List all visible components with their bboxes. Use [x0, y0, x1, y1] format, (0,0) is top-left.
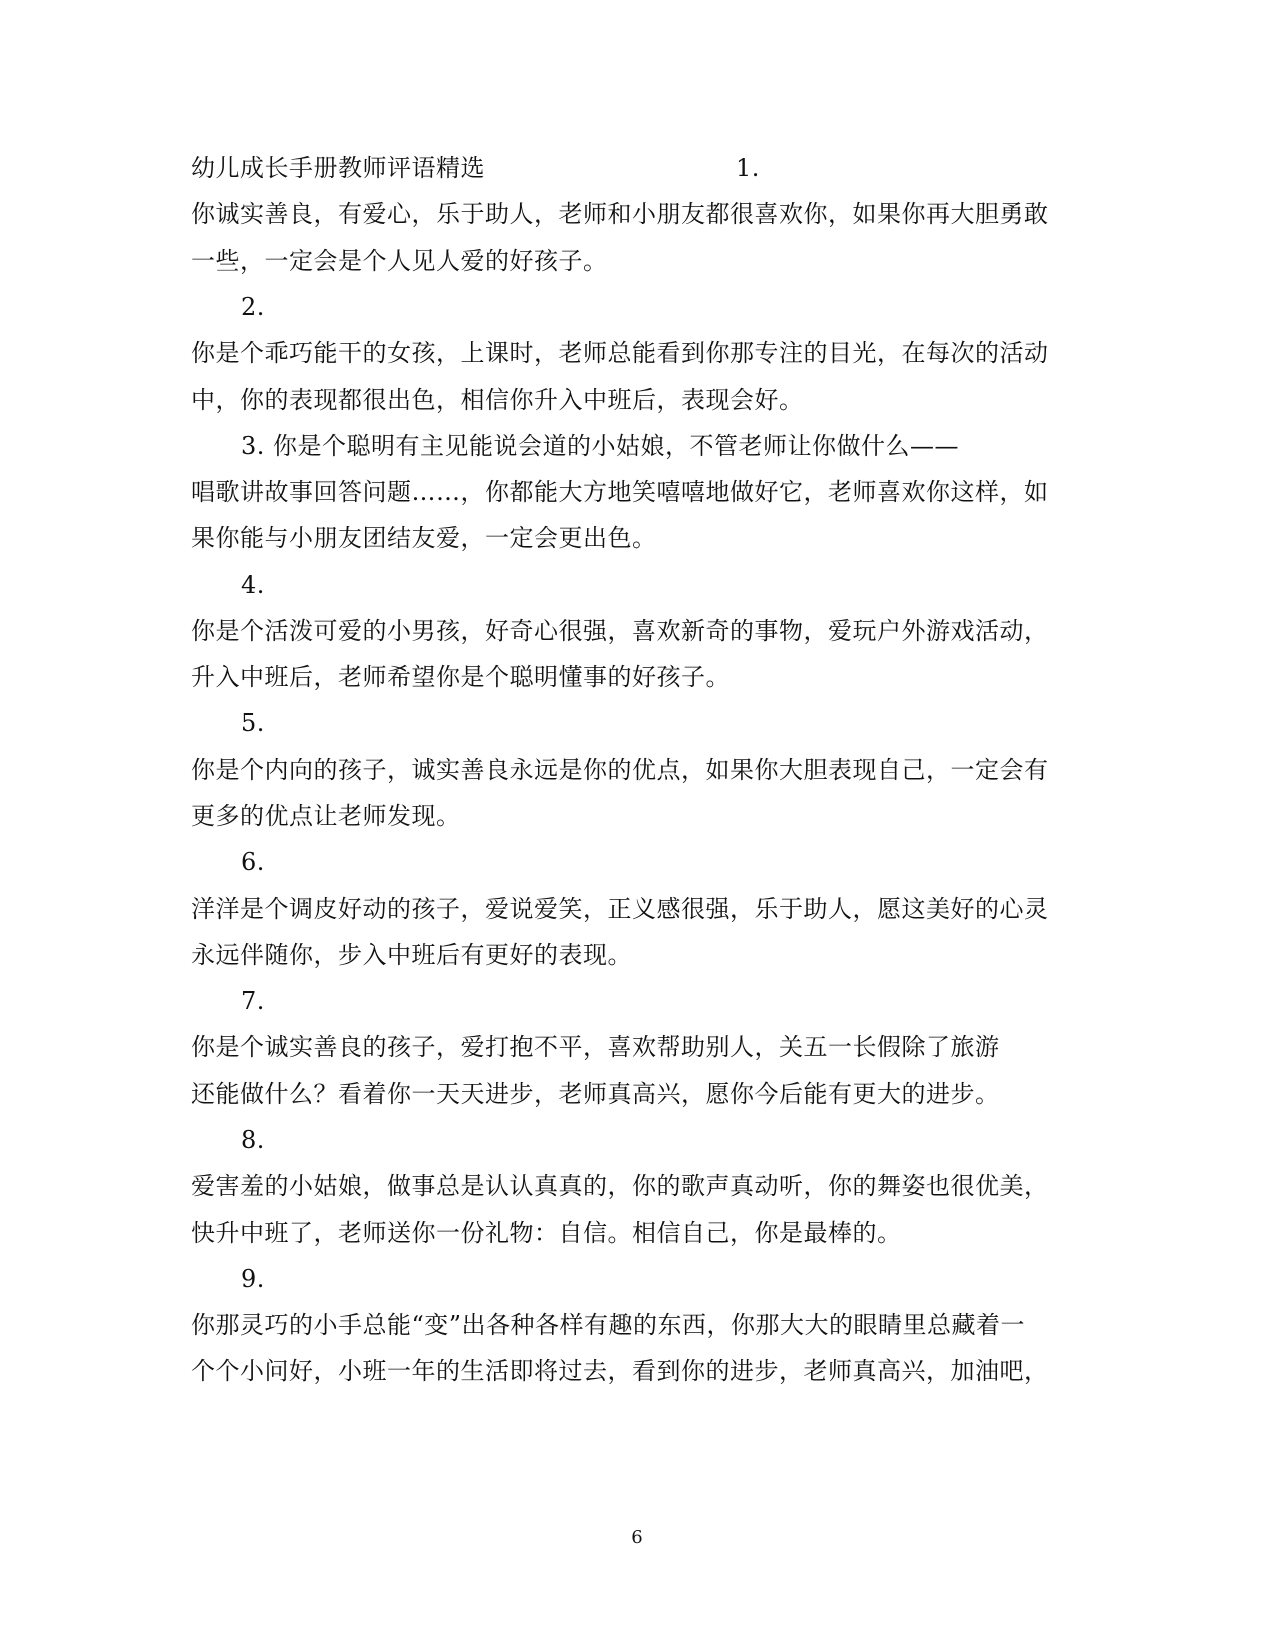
item-number: 6. — [241, 848, 265, 876]
item-number: 2. — [241, 293, 265, 321]
text-line: 你那灵巧的小手总能“变”出各种各样有趣的东西，你那大大的眼睛里总藏着一 — [191, 1311, 1026, 1339]
text-line: 你是个活泼可爱的小男孩，好奇心很强，喜欢新奇的事物，爱玩户外游戏活动， — [191, 617, 1049, 645]
text-line: 果你能与小朋友团结友爱，一定会更出色。 — [191, 524, 657, 552]
text-line: 你是个内向的孩子，诚实善良永远是你的优点，如果你大胆表现自己，一定会有 — [191, 756, 1049, 784]
text-line: 你是个诚实善良的孩子，爱打抱不平，喜欢帮助别人，关五一长假除了旅游 — [191, 1033, 1000, 1061]
item-number: 4. — [241, 571, 265, 599]
item-number: 1. — [736, 154, 760, 182]
text-line: 你诚实善良，有爱心，乐于助人，老师和小朋友都很喜欢你，如果你再大胆勇敢 — [191, 200, 1049, 228]
text-line: 你是个乖巧能干的女孩，上课时，老师总能看到你那专注的目光，在每次的活动 — [191, 339, 1049, 367]
text-line: 永远伴随你，步入中班后有更好的表现。 — [191, 941, 632, 969]
text-line: 个个小问好，小班一年的生活即将过去，看到你的进步，老师真高兴，加油吧， — [191, 1357, 1049, 1385]
document-title: 幼儿成长手册教师评语精选 — [191, 154, 485, 182]
item-number: 9. — [241, 1265, 265, 1293]
text-line: 中，你的表现都很出色，相信你升入中班后，表现会好。 — [191, 386, 804, 414]
text-line: 唱歌讲故事回答问题……，你都能大方地笑嘻嘻地做好它，老师喜欢你这样，如 — [191, 478, 1049, 506]
text-line: 更多的优点让老师发现。 — [191, 802, 461, 830]
item-number: 7. — [241, 987, 265, 1015]
item-number: 5. — [241, 709, 265, 737]
text-line: 3. 你是个聪明有主见能说会道的小姑娘，不管老师让你做什么—— — [241, 432, 960, 460]
text-line: 洋洋是个调皮好动的孩子，爱说爱笑，正义感很强，乐于助人，愿这美好的心灵 — [191, 895, 1049, 923]
text-line: 还能做什么？看着你一天天进步，老师真高兴，愿你今后能有更大的进步。 — [191, 1080, 1000, 1108]
document-title-line — [191, 153, 760, 183]
item-number: 8. — [241, 1126, 265, 1154]
page-number: 6 — [631, 1527, 643, 1548]
text-line: 爱害羞的小姑娘，做事总是认认真真的，你的歌声真动听，你的舞姿也很优美， — [191, 1172, 1049, 1200]
text-line: 一些，一定会是个人见人爱的好孩子。 — [191, 247, 608, 275]
text-line: 快升中班了，老师送你一份礼物：自信。相信自己，你是最棒的。 — [191, 1219, 902, 1247]
text-line: 升入中班后，老师希望你是个聪明懂事的好孩子。 — [191, 663, 730, 691]
